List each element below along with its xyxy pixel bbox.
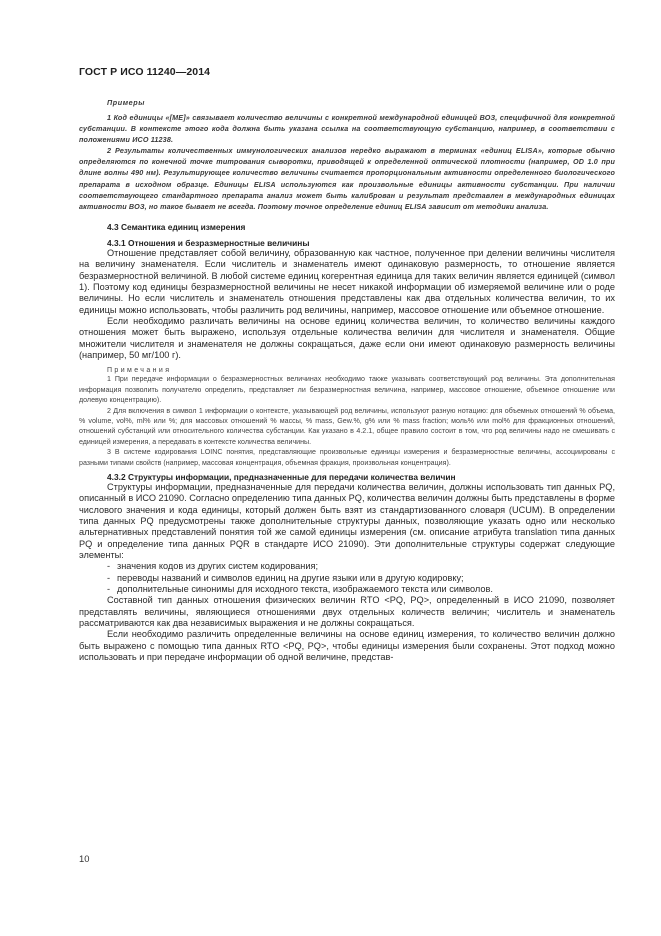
section-4-3-2-paragraph-1: Структуры информации, предназначенные для передачи количества величин, должны использовать тип данных PQ, описанный в ИСО 21090. Согласно определению типа данных PQ, количества величин должны быть представлены в форме числового значения и кода единицы, который должен быть взят из стандартизованного словаря (UCUM). В определении типа данных PQ предусмотрены также дополнительные структуры данных, позволяющие указать одно или несколько альтернативных представлений понятия той же самой единицы измерения (см. описание атрибута translation типа данных PQ и определение типа данных PQR в стандарте ИСО 21090). Эти дополнительные структуры содержат следующие элементы: [79,481,615,560]
section-4-3-1-heading: 4.3.1 Отношения и безразмерностные величины [107,237,310,248]
section-4-3-2-paragraph-2: Составной тип данных отношения физических величин RTO <PQ, PQ>, определенный в ИСО 21090, позволяет представлять величины, являющиеся отношениями двух отдельных количеств величин; числитель и знаменатель рассматриваются как два независимых выражения и не должны сокращаться. [79,595,615,629]
elements-list [79,561,615,595]
note-3: 3 В системе кодирования LOINC понятия, представляющие произвольные единицы измерения и безразмерностные величины, ассоциированы с разными типами свойств (например, массовая концентрация, объемная фракция, произвольная концентрация). [79,448,615,467]
section-4-3-1-paragraph-2: Если необходимо различать величины на основе единиц количества величин, то количество величины каждого отношения может быть выражено, используя отдельные количества величин для числителя и знаменателя. Общие множители числителя и знаменателя не должны сокращаться, даже если они имеют одинаковую размерность величины (например, 50 мг/100 г). [79,315,615,360]
list-item: - дополнительные синонимы для исходного текста, изображаемого текста или символов. [107,584,615,595]
section-4-3-1-paragraph-1: Отношение представляет собой величину, образованную как частное, полученное при делении величины числителя на величину знаменателя. Если числитель и знаменатель имеют одинаковую размерность, то отношение является безразмерностной величиной. В любой системе единиц когерентная единица для таких величин является единицей (символ 1). Поэтому код единицы безразмерностной величины не несет никакой информации об измеряемой величине или о роде величины. Но если числитель и знаменатель отношения представлены как два отдельных количества величин, то их единицы можно использовать, чтобы различить род величины, например, массовое отношение или объемное отношение. [79,247,615,315]
section-4-3-heading: 4.3 Семантика единиц измерения [107,221,246,232]
page-number: 10 [79,853,90,864]
list-item: - переводы названий и символов единиц на другие языки или в другую кодировку; [107,573,615,584]
note-2: 2 Для включения в символ 1 информации о контексте, указывающей род величины, используют разную нотацию: для объемных отношений % объема, % volume, vol%, ml% или %; для массовых отношений % массы, % mass, Gew.%, g% или % mass fraction; моль% или mol% для фракционных отношений, отношений субстанций или относительного количества субстанции. Как указано в 4.2.1, общее правило состоит в том, что род величины надо не смешивать с единицей измерения, а передавать в контексте количества величины. [79,406,615,446]
section-4-3-2-heading: 4.3.2 Структуры информации, предназначенные для передачи количества величин [107,471,456,482]
list-item: - значения кодов из других систем кодирования; [107,561,615,572]
note-1: 1 При передаче информации о безразмерностных величинах необходимо также указывать соответствующий род величины. Эта дополнительная информация позволить получателю определить, представляет ли безразмерностная величина, например, массовое отношение, объемное отношение или долевую концентрацию). [79,375,615,405]
example-2: 2 Результаты количественных иммунологических анализов нередко выражают в терминах «единиц ELISA», которые обычно определяются по конечной точке титрования сыворотки, приводящей к определенной оптической плотности (например, OD 1.0 при длине волны 490 нм). Результирующее количество величины считается пропорциональным активности определенного биологического препарата в исходном образце. Единицы ELISA используются как произвольные единицы активности субстанции. При наличии соответствующего стандартного препарата анализ может быть калиброван и результат представлен в международных единицах активности ВОЗ, но такое бывает не всегда. Поэтому точное определение единиц ELISA зависит от методики анализа. [79,146,615,211]
notes-title: Примечания [107,367,172,375]
standard-header: ГОСТ Р ИСО 11240—2014 [79,66,211,78]
page-content [79,92,615,663]
example-1: 1 Код единицы «[МЕ]» связывает количество величины с конкретной международной единицей ВОЗ, специфичной для конкретной субстанции. В контексте этого кода должна быть указана ссылка на соответствующую субстанцию, например, в соответствии с положениями ИСО 11238. [79,113,615,145]
section-4-3-2-paragraph-3: Если необходимо различить определенные величины на основе единиц измерения, то количество величин должно быть выражено с помощью типа данных RTO <PQ, PQ>, чтобы единицы измерения были сохранены. Этот подход можно использовать и при передаче информации об одной величине, представ- [79,629,615,663]
examples-title: Примеры [107,98,145,107]
